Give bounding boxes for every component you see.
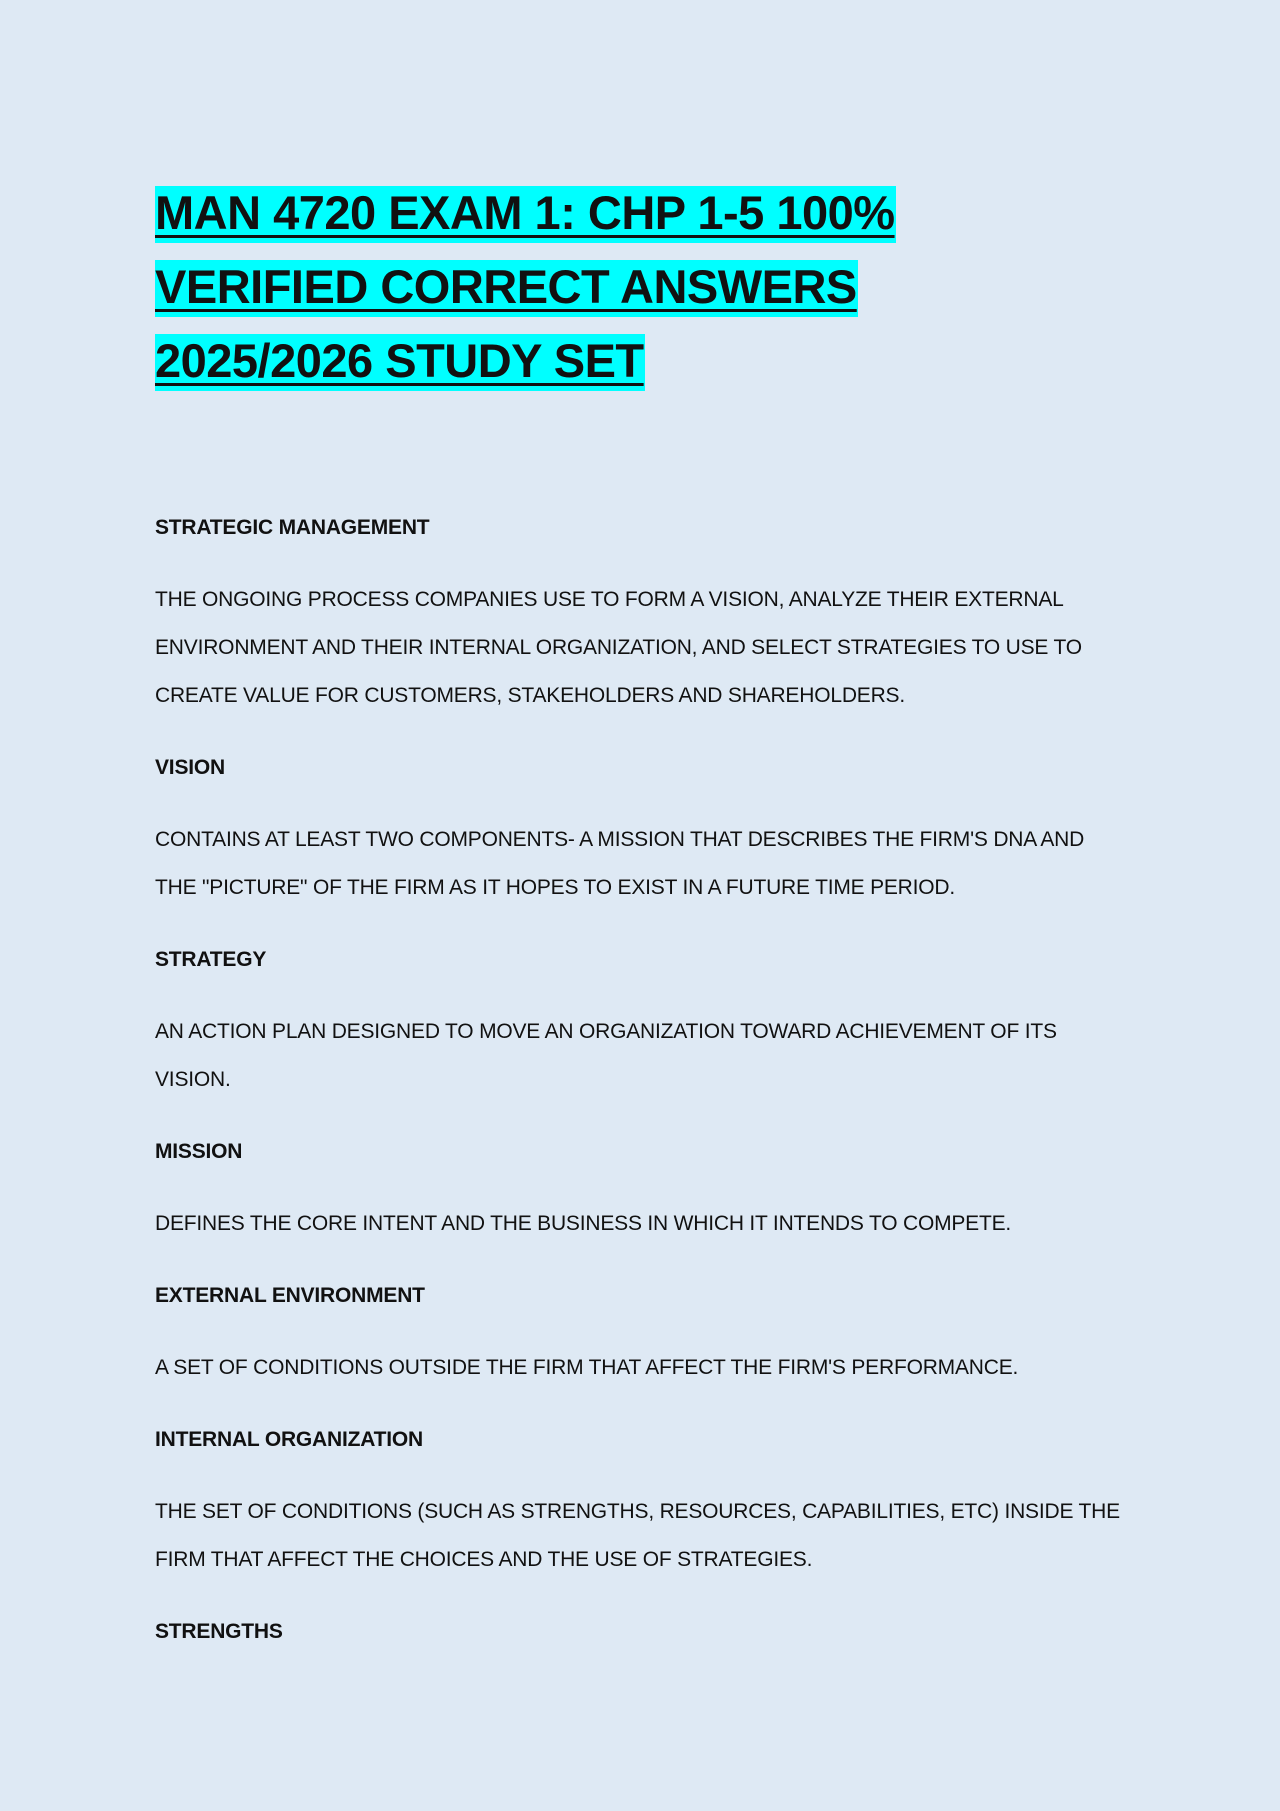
- term-strategy: STRATEGY: [155, 948, 267, 971]
- definition-mission: DEFINES THE CORE INTENT AND THE BUSINESS IN WHICH IT INTENDS TO COMPETE.: [155, 1212, 1012, 1235]
- definition-strategic-management: THE ONGOING PROCESS COMPANIES USE TO FORM A VISION, ANALYZE THEIR EXTERNAL ENVIRONMENT AND THEIR INTERNAL ORGANIZATION, AND SELECT STRATEGIES TO USE TO CREATE VALUE FOR CUSTOMERS, STAKEHOLDERS AND SHAREHOLDERS.: [155, 588, 1082, 707]
- title-line-3: 2025/2026 STUDY SET: [155, 334, 645, 391]
- term-external-environment: EXTERNAL ENVIRONMENT: [155, 1284, 425, 1307]
- glossary-entries: [155, 504, 1130, 1656]
- term-vision: VISION: [155, 756, 225, 779]
- document-title: [155, 176, 1130, 398]
- definition-external-environment: A SET OF CONDITIONS OUTSIDE THE FIRM THAT AFFECT THE FIRM'S PERFORMANCE.: [155, 1356, 1019, 1379]
- definition-vision: CONTAINS AT LEAST TWO COMPONENTS- A MISSION THAT DESCRIBES THE FIRM'S DNA AND THE "PICTURE" OF THE FIRM AS IT HOPES TO EXIST IN A FUTURE TIME PERIOD.: [155, 828, 1085, 899]
- title-line-2: VERIFIED CORRECT ANSWERS: [155, 260, 858, 317]
- term-internal-organization: INTERNAL ORGANIZATION: [155, 1428, 424, 1451]
- definition-strategy: AN ACTION PLAN DESIGNED TO MOVE AN ORGANIZATION TOWARD ACHIEVEMENT OF ITS VISION.: [155, 1020, 1057, 1091]
- title-line-1: MAN 4720 EXAM 1: CHP 1-5 100%: [155, 186, 896, 243]
- definition-internal-organization: THE SET OF CONDITIONS (SUCH AS STRENGTHS, RESOURCES, CAPABILITIES, ETC) INSIDE THE FIRM THAT AFFECT THE CHOICES AND THE USE OF STRATEGIES.: [155, 1500, 1120, 1571]
- term-strategic-management: STRATEGIC MANAGEMENT: [155, 516, 430, 539]
- term-strengths: STRENGTHS: [155, 1620, 283, 1643]
- term-mission: MISSION: [155, 1140, 243, 1163]
